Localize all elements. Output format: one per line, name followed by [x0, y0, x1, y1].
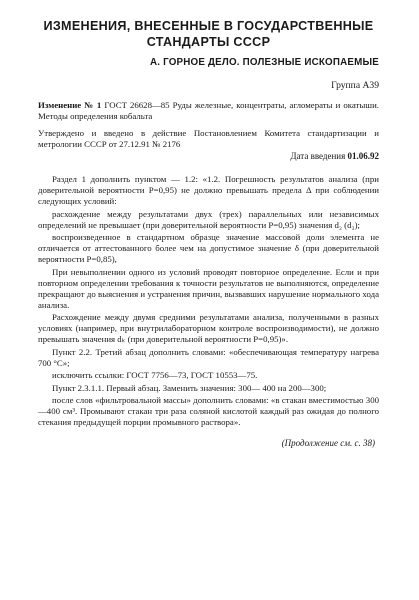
- title-line-1: ИЗМЕНЕНИЯ, ВНЕСЕННЫЕ В ГОСУДАРСТВЕННЫЕ: [43, 19, 374, 33]
- body-paragraph: исключить ссылки: ГОСТ 7756—73, ГОСТ 10553—75.: [52, 370, 258, 380]
- effective-date: [38, 151, 379, 161]
- body-paragraph: расхождение между результатами двух (трех) параллельных или независимых определений не превышает (при доверительной вероятности P=0,95) значения d₂ (d₃);: [38, 208, 379, 230]
- title-line-2: СТАНДАРТЫ СССР: [146, 34, 271, 49]
- effective-date-label: Дата введения: [290, 151, 346, 161]
- continuation-note: (Продолжение см. с. 38): [281, 438, 375, 448]
- body-paragraph: воспроизведенное в стандартном образце значение массовой доли элемента не отличается от аттестованного более чем на допустимое значение δ (при доверительной вероятности P=0,85),: [38, 232, 379, 264]
- body-paragraph: Пункт 2.2. Третий абзац дополнить словами: «обеспечивающая температуру нагрева 700 °С»;: [38, 346, 379, 368]
- change-number: Изменение № 1: [38, 100, 102, 110]
- approval-text: Утверждено и введено в действие Постановлением Комитета стандартизации и метрологии СССР от 27.12.91 № 2176: [38, 128, 379, 149]
- section-heading: А. ГОРНОЕ ДЕЛО. ПОЛЕЗНЫЕ ИСКОПАЕМЫЕ: [149, 57, 379, 68]
- body-paragraph: Пункт 2.3.1.1. Первый абзац. Заменить значения: 300— 400 на 200—300;: [52, 382, 327, 393]
- change-description: ГОСТ 26628—85 Руды железные, концентраты, агломераты и окатыши. Методы определения кобальта: [38, 100, 379, 121]
- body-paragraph: Расхождение между двумя средними результатами анализа, полученными в разных условиях (например, при внутрилабораторном контроле воспроизводимости), не должно превышать значения dₖ (при доверительной вероятности P=0,95)».: [38, 312, 379, 344]
- change-title: [38, 100, 379, 122]
- group-code: Группа А39: [331, 80, 379, 91]
- effective-date-value: 01.06.92: [345, 151, 379, 161]
- page-title: [38, 0, 379, 50]
- body-paragraph: При невыполнении одного из условий проводят повторное определение. Если и при повторном определении требования к точности результатов не выполняются, определение прекращают до выяснения и устранения причин, вызвавших нарушение нормального хода анализа.: [38, 266, 379, 310]
- body-paragraph: Раздел 1 дополнить пунктом — 1.2: «1.2. Погрешность результатов анализа (при доверительной вероятности P=0,95) не должно превышать предела Δ при соблюдении следующих условий:: [38, 174, 379, 206]
- document-body: [38, 174, 379, 428]
- body-paragraph: после слов «фильтровальной массы» дополнить словами: «в стакан вместимостью 300—400 см³. Промывают стакан три раза соляной кислотой каждый раз ожидая до полного стекания предыдущей порции промывного раствора».: [38, 395, 379, 427]
